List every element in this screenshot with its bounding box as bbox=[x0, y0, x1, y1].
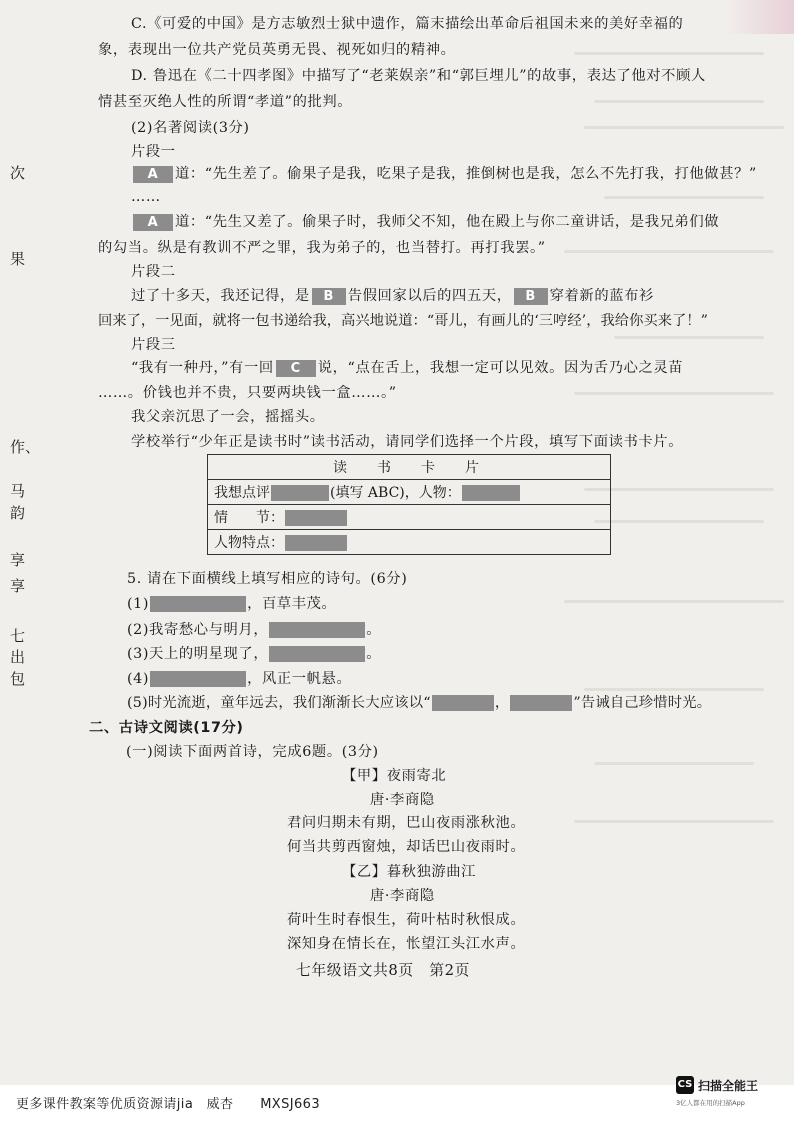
card-title: 读书卡片 bbox=[208, 455, 611, 480]
margin-char: 享 bbox=[10, 577, 26, 595]
margin-char: 次 bbox=[10, 164, 26, 182]
option-d-line2: 情甚至灭绝人性的所谓“孝道”的批判。 bbox=[98, 94, 353, 110]
poem-blank bbox=[150, 596, 246, 612]
q5-item1: (1) ，百草丰茂。 bbox=[127, 596, 337, 612]
segment-2-title: 片段二 bbox=[131, 264, 176, 280]
q5-item2: (2)我寄愁心与明月， 。 bbox=[127, 622, 382, 638]
poem-a-line1: 君问归期未有期，巴山夜雨涨秋池。 bbox=[287, 815, 526, 831]
segment-2-line1: 过了十多天，我还记得，是 B 告假回家以后的四五天， B 穿着新的蓝布衫 bbox=[131, 288, 654, 304]
card-row-plot: 情 节： bbox=[208, 505, 611, 530]
poem-b-line1: 荷叶生时春恨生，荷叶枯时秋恨成。 bbox=[287, 912, 526, 928]
answer-mark-b: B bbox=[312, 288, 346, 305]
margin-char: 果 bbox=[10, 250, 26, 268]
q5-title: 5. 请在下面横线上填写相应的诗句。(6分) bbox=[127, 571, 408, 587]
margin-char: 马 bbox=[10, 482, 26, 500]
segment-1-line3: 的勾当。纵是有教训不严之罪，我为弟子的，也当替打。再打我罢。” bbox=[98, 240, 546, 256]
margin-char: 韵 bbox=[10, 504, 26, 522]
poem-blank bbox=[150, 671, 246, 687]
left-margin-bleed bbox=[4, 0, 41, 1085]
poem-b-line2: 深知身在情长在，怅望江头江水声。 bbox=[287, 936, 526, 952]
logo-subtitle: 3亿人都在用的扫描App bbox=[676, 1099, 745, 1107]
segment-2-line2: 回来了，一见面，就将一包书递给我，高兴地说道：“哥儿，有画儿的‘三哼经’，我给你买来了！” bbox=[98, 313, 708, 329]
q5-item3: (3)天上的明星现了， 。 bbox=[127, 646, 382, 662]
card-blank-person bbox=[462, 485, 520, 501]
q5-item4: (4) ，风正一帆悬。 bbox=[127, 671, 352, 687]
margin-char: 七 bbox=[10, 627, 26, 645]
poem-blank bbox=[269, 622, 365, 638]
segment-3-line3: 我父亲沉思了一会，摇摇头。 bbox=[131, 409, 325, 425]
option-c-line1: C.《可爱的中国》是方志敏烈士狱中遗作，篇末描绘出革命后祖国未来的美好幸福的 bbox=[131, 16, 684, 32]
segment-3-line1: “我有一种丹，”有一回 C 说，“点在舌上，我想一定可以见效。因为舌乃心之灵苗 bbox=[131, 360, 684, 376]
segment-3-title: 片段三 bbox=[131, 337, 176, 353]
margin-char: 作、 bbox=[10, 438, 41, 456]
segment-1-title: 片段一 bbox=[131, 144, 176, 160]
reading-heading: (2)名著阅读(3分) bbox=[131, 120, 250, 136]
answer-mark-a: A bbox=[133, 166, 173, 183]
card-blank-choice bbox=[271, 485, 329, 501]
option-c-line2: 象，表现出一位共产党员英勇无畏、视死如归的精神。 bbox=[98, 42, 456, 58]
scanner-logo bbox=[676, 1076, 786, 1110]
segment-1-line1: A 道：“先生差了。偷果子是我，吃果子是我，推倒树也是我，怎么不先打我，打他做甚？” bbox=[131, 164, 757, 184]
page-footer: 七年级语文共8页 第2页 bbox=[296, 962, 470, 979]
poem-b-title: 【乙】暮秋独游曲江 bbox=[342, 864, 477, 880]
answer-mark-c: C bbox=[276, 360, 316, 377]
card-row-comment: 我想点评 (填写 ABC)，人物： bbox=[208, 480, 611, 505]
reading-card bbox=[207, 454, 611, 555]
poem-blank bbox=[269, 646, 365, 662]
answer-mark-a: A bbox=[133, 214, 173, 231]
poem-a-title: 【甲】夜雨寄北 bbox=[342, 768, 447, 784]
poem-a-line2: 何当共剪西窗烛，却话巴山夜雨时。 bbox=[287, 839, 526, 855]
margin-char: 包 bbox=[10, 670, 26, 688]
margin-char: 享 bbox=[10, 551, 26, 569]
camscanner-icon: CS bbox=[676, 1076, 694, 1094]
ellipsis: …… bbox=[131, 189, 161, 205]
margin-char: 出 bbox=[10, 648, 26, 666]
poem-blank bbox=[432, 695, 494, 711]
section-2-subheading: (一)阅读下面两首诗，完成6题。(3分) bbox=[126, 744, 379, 760]
poem-blank bbox=[510, 695, 572, 711]
reading-task: 学校举行“少年正是读书时”读书活动，请同学们选择一个片段，填写下面读书卡片。 bbox=[131, 434, 684, 450]
card-row-traits: 人物特点： bbox=[208, 530, 611, 555]
segment-1-line2: A 道：“先生又差了。偷果子时，我师父不知，他在殿上与你二童讲话，是我兄弟们做 bbox=[131, 212, 719, 232]
card-blank-traits bbox=[285, 535, 347, 551]
poem-b-author: 唐·李商隐 bbox=[370, 888, 435, 904]
segment-3-line2: ……。价钱也并不贵，只要两块钱一盒……。” bbox=[98, 385, 397, 401]
section-2-heading: 二、古诗文阅读(17分) bbox=[89, 720, 244, 736]
answer-mark-b: B bbox=[514, 288, 548, 305]
option-d-line1: D. 鲁迅在《二十四孝图》中描写了“老莱娱亲”和“郭巨埋儿”的故事，表达了他对不顾人 bbox=[131, 68, 706, 84]
poem-a-author: 唐·李商隐 bbox=[370, 792, 435, 808]
logo-name: 扫描全能王 bbox=[698, 1079, 759, 1093]
bottom-note: 更多课件教案等优质资源请jia 威杏 MXSJ663 bbox=[16, 1097, 321, 1112]
q5-item5: (5)时光流逝，童年远去，我们渐渐长大应该以“ ， ”告诫自己珍惜时光。 bbox=[127, 695, 712, 711]
card-blank-plot bbox=[285, 510, 347, 526]
